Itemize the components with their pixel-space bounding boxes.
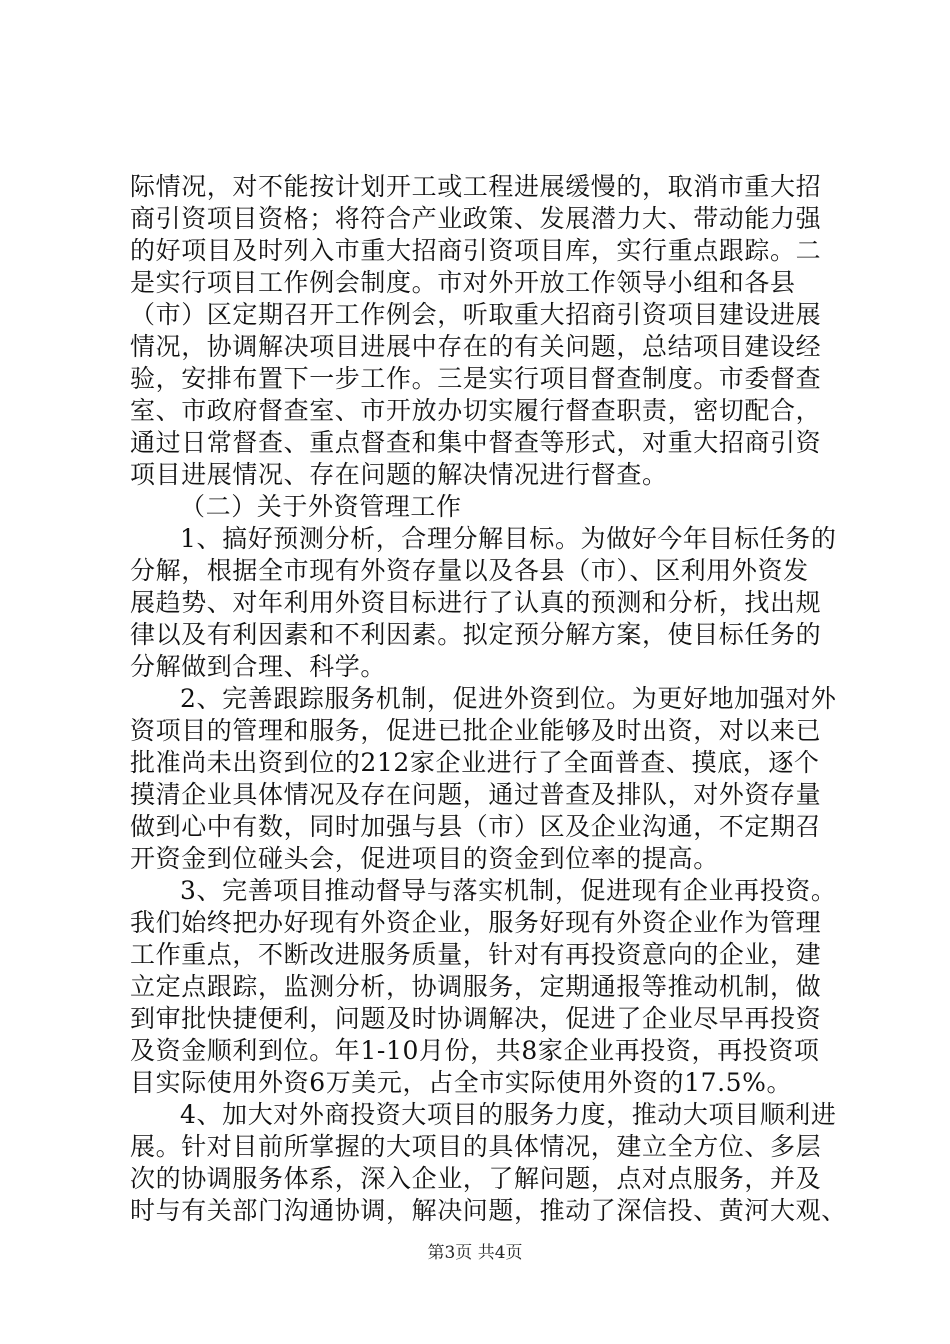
paragraph-start: 1、搞好预测分析，合理分解目标。为做好今年目标任务的 — [180, 524, 837, 553]
section-heading: （二）关于外资管理工作 — [180, 492, 462, 521]
text-line: 是实行项目工作例会制度。市对外开放工作领导小组和各县 — [130, 268, 796, 297]
paragraph-start: 3、完善项目推动督导与落实机制，促进现有企业再投资。 — [180, 876, 837, 905]
document-body — [130, 171, 850, 1227]
text-line: 开资金到位碰头会，促进项目的资金到位率的提高。 — [130, 844, 719, 873]
text-line: 展。针对目前所掌握的大项目的具体情况，建立全方位、多层 — [130, 1132, 822, 1161]
text-line: 的好项目及时列入市重大招商引资项目库，实行重点跟踪。二 — [130, 236, 822, 265]
text-line: 做到心中有数，同时加强与县（市）区及企业沟通，不定期召 — [130, 812, 822, 841]
text-line: 次的协调服务体系，深入企业，了解问题，点对点服务，并及 — [130, 1164, 822, 1193]
text-line: 摸清企业具体情况及存在问题，通过普查及排队，对外资存量 — [130, 780, 822, 809]
text-line: 目实际使用外资6万美元，占全市实际使用外资的17.5%。 — [130, 1068, 793, 1097]
text-line: 资项目的管理和服务，促进已批企业能够及时出资，对以来已 — [130, 716, 822, 745]
text-line: 展趋势、对年利用外资目标进行了认真的预测和分析，找出规 — [130, 588, 822, 617]
text-line: 验，安排布置下一步工作。三是实行项目督查制度。市委督查 — [130, 364, 822, 393]
text-line: 室、市政府督查室、市开放办切实履行督查职责，密切配合， — [130, 396, 822, 425]
text-line: 商引资项目资格；将符合产业政策、发展潜力大、带动能力强 — [130, 204, 822, 233]
text-line: 时与有关部门沟通协调，解决问题，推动了深信投、黄河大观、 — [130, 1196, 847, 1225]
paragraph-start: 2、完善跟踪服务机制，促进外资到位。为更好地加强对外 — [180, 684, 837, 713]
text-line: 律以及有利因素和不利因素。拟定预分解方案，使目标任务的 — [130, 620, 822, 649]
text-line: 分解，根据全市现有外资存量以及各县（市）、区利用外资发 — [130, 556, 809, 585]
text-line: （市）区定期召开工作例会，听取重大招商引资项目建设进展 — [130, 300, 822, 329]
text-line: 我们始终把办好现有外资企业，服务好现有外资企业作为管理 — [130, 908, 822, 937]
text-line: 分解做到合理、科学。 — [130, 652, 387, 681]
text-line: 及资金顺利到位。年1-10月份，共8家企业再投资，再投资项 — [130, 1036, 820, 1065]
text-line: 批准尚未出资到位的212家企业进行了全面普查、摸底，逐个 — [130, 748, 820, 777]
page-number-footer: 第3页 共4页 — [427, 1243, 523, 1263]
text-line: 工作重点，不断改进服务质量，针对有再投资意向的企业，建 — [130, 940, 822, 969]
paragraph-start: 4、加大对外商投资大项目的服务力度，推动大项目顺利进 — [180, 1100, 837, 1129]
text-line: 际情况，对不能按计划开工或工程进展缓慢的，取消市重大招 — [130, 172, 822, 201]
text-line: 情况，协调解决项目进展中存在的有关问题，总结项目建设经 — [130, 332, 822, 361]
text-line: 项目进展情况、存在问题的解决情况进行督查。 — [130, 460, 668, 489]
text-line: 通过日常督查、重点督查和集中督查等形式，对重大招商引资 — [130, 428, 822, 457]
text-line: 立定点跟踪，监测分析，协调服务，定期通报等推动机制，做 — [130, 972, 822, 1001]
text-line: 到审批快捷便利，问题及时协调解决，促进了企业尽早再投资 — [130, 1004, 822, 1033]
